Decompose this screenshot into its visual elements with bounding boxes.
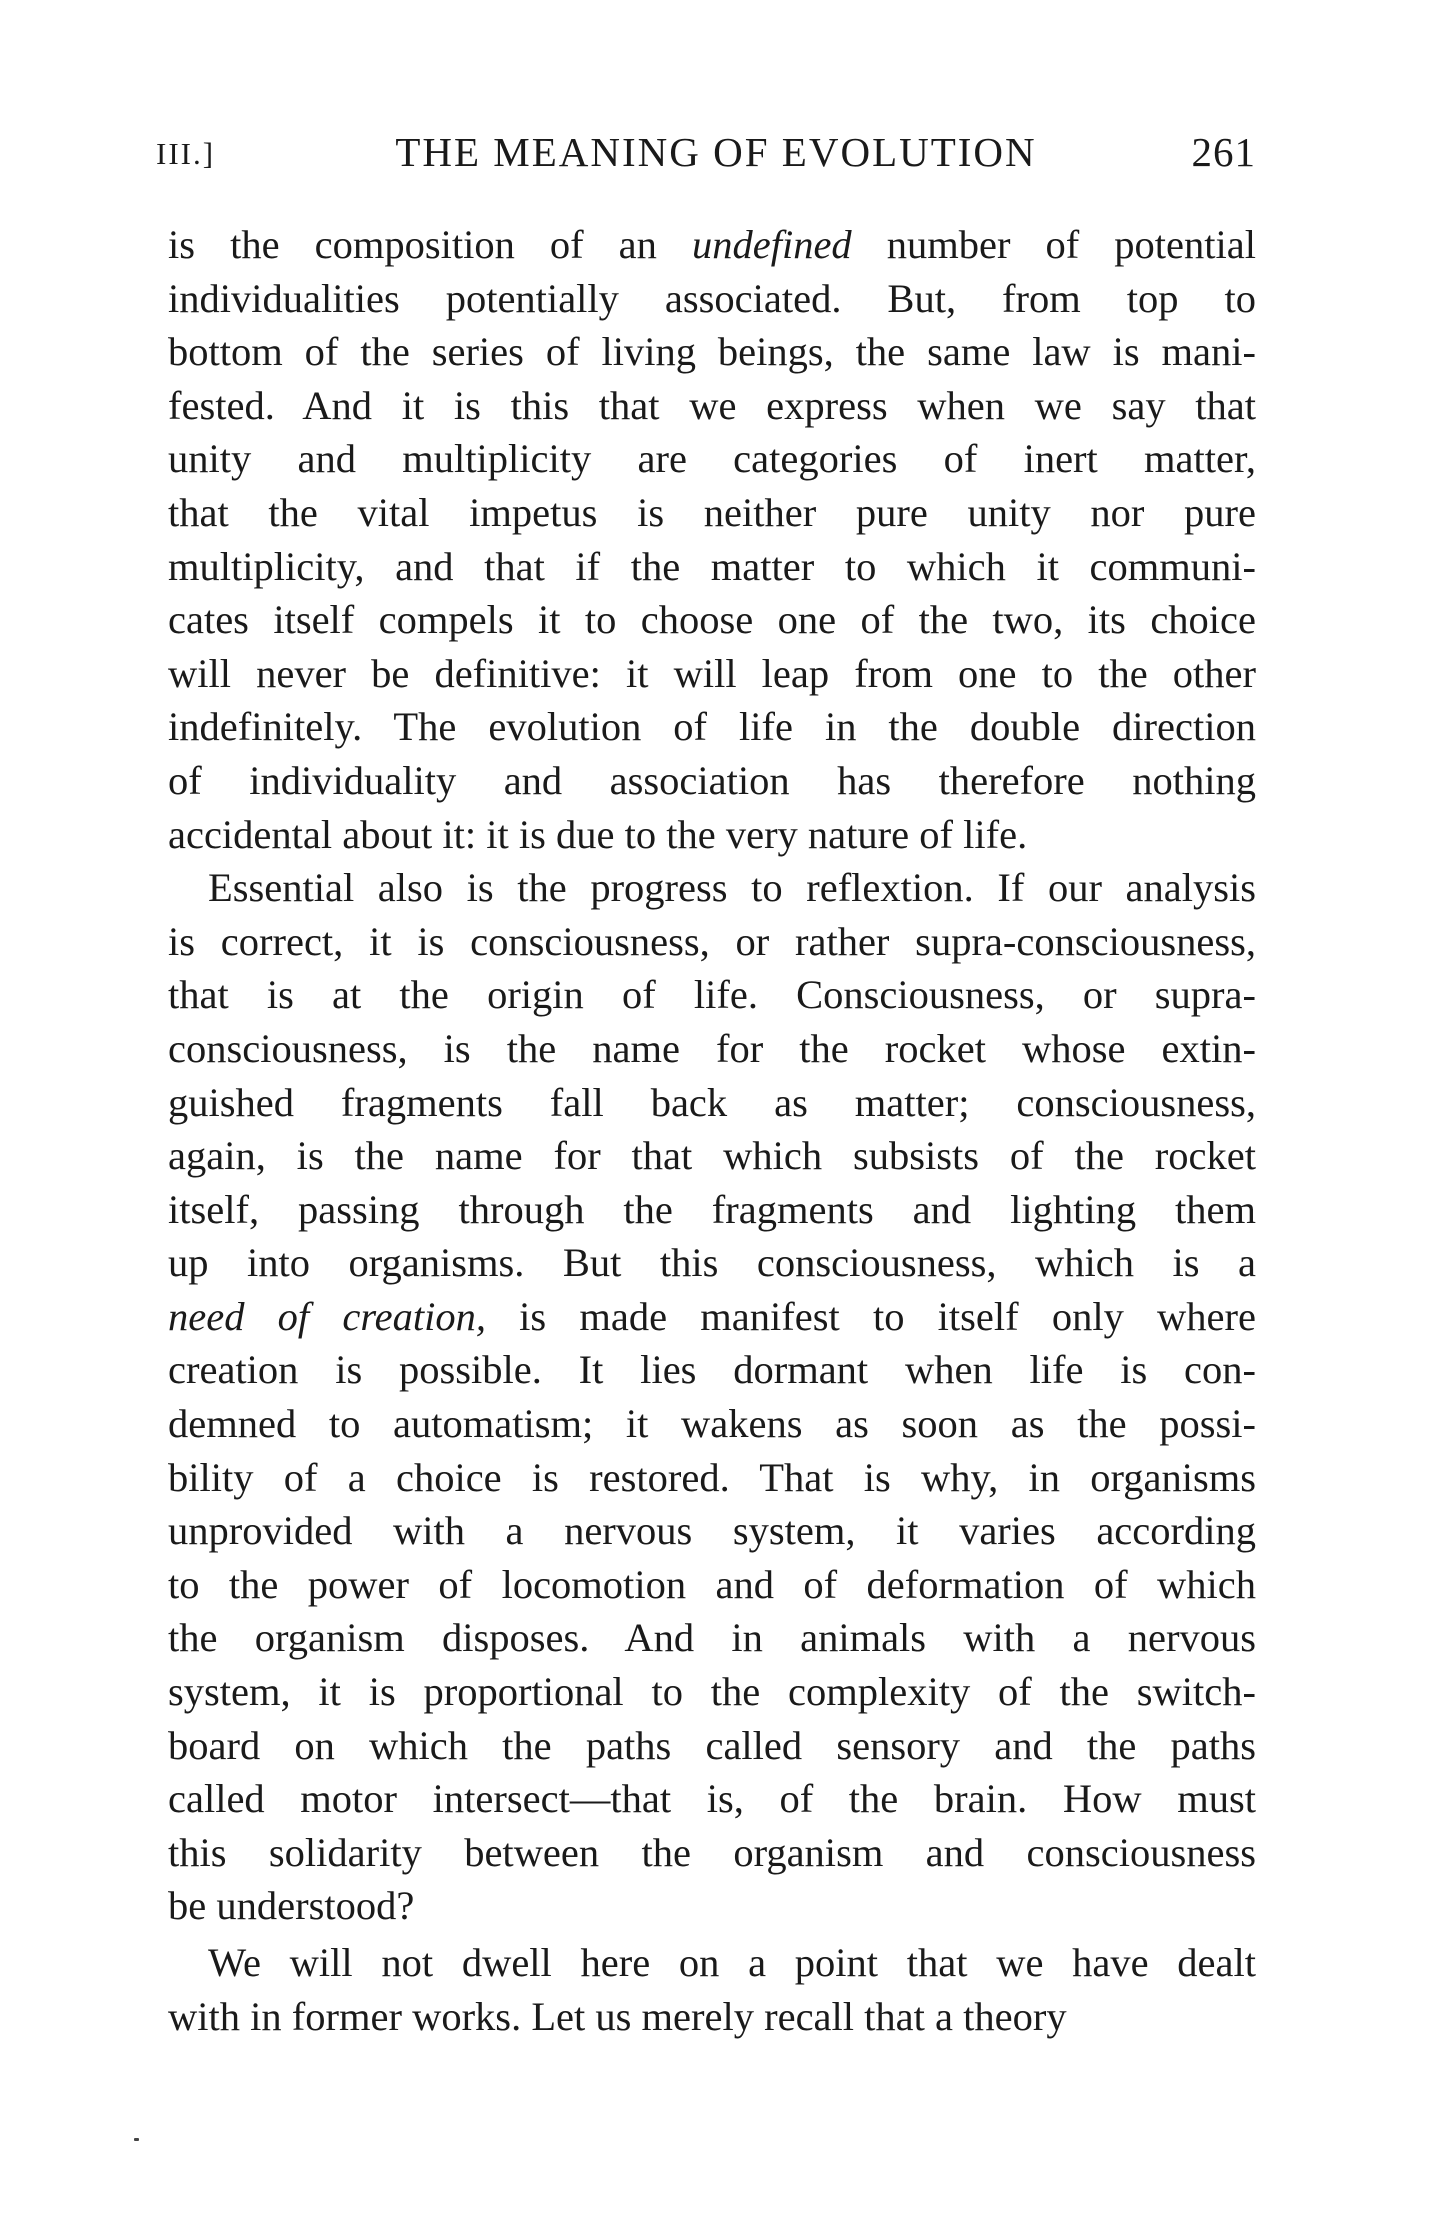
text-run: bottom of the series of living beings, the same law is mani- (168, 329, 1256, 375)
text-run: is correct, it is consciousness, or rather supra-consciousness, (168, 918, 1256, 964)
text-line (168, 754, 1256, 808)
text-line (168, 647, 1256, 701)
text-line (168, 1558, 1256, 1612)
text-run: creation is possible. It lies dormant when life is con- (168, 1347, 1256, 1393)
text-line (168, 1879, 1256, 1933)
text-line (168, 1504, 1256, 1558)
text-run: the organism disposes. And in animals with a nervous (168, 1615, 1256, 1661)
text-line (168, 1397, 1256, 1451)
text-line (168, 861, 1256, 915)
text-line (168, 325, 1256, 379)
body-text (168, 218, 1256, 2043)
text-run: with in former works. Let us merely recall that a theory (168, 1993, 1067, 2039)
print-speck (134, 2138, 139, 2141)
text-run: accidental about it: it is due to the very nature of life. (168, 811, 1028, 857)
text-line (168, 272, 1256, 326)
text-run: will never be definitive: it will leap from one to the other (168, 650, 1256, 696)
text-line (168, 1290, 1256, 1344)
text-line (168, 1343, 1256, 1397)
text-run: unprovided with a nervous system, it varies according (168, 1508, 1256, 1554)
text-run: that the vital impetus is neither pure unity nor pure (168, 489, 1256, 535)
text-run: again, is the name for that which subsists of the rocket (168, 1133, 1256, 1179)
text-run: unity and multiplicity are categories of inert matter, (168, 436, 1256, 482)
text-line (168, 432, 1256, 486)
text-line (168, 1076, 1256, 1130)
text-run: guished fragments fall back as matter; consciousness, (168, 1079, 1256, 1125)
text-run: that is at the origin of life. Consciousness, or supra- (168, 972, 1256, 1018)
text-run: called motor intersect—that is, of the brain. How must (168, 1776, 1256, 1822)
text-run: of individuality and association has therefore nothing (168, 757, 1256, 803)
text-line (168, 700, 1256, 754)
text-line (168, 1022, 1256, 1076)
text-run: board on which the paths called sensory and the paths (168, 1722, 1256, 1768)
text-run: consciousness, is the name for the rocket whose extin- (168, 1025, 1256, 1071)
text-run: indefinitely. The evolution of life in the double direction (168, 704, 1256, 750)
text-run: be understood? (168, 1883, 415, 1929)
text-line (168, 1772, 1256, 1826)
text-line (168, 1665, 1256, 1719)
text-line (168, 1129, 1256, 1183)
text-line (168, 1611, 1256, 1665)
text-line (168, 540, 1256, 594)
text-run: itself, passing through the fragments and lighting them (168, 1186, 1256, 1232)
page-number: 261 (1191, 129, 1256, 175)
text-run: cates itself compels it to choose one of the two, its choice (168, 597, 1256, 643)
running-head (156, 128, 1256, 188)
paragraph (168, 218, 1256, 861)
text-run: up into organisms. But this consciousness, which is a (168, 1240, 1256, 1286)
text-line (168, 915, 1256, 969)
text-line (168, 1183, 1256, 1237)
text-run: is made manifest to itself only where (485, 1293, 1256, 1339)
running-title: THE MEANING OF EVOLUTION (395, 129, 1037, 175)
text-line (168, 593, 1256, 647)
text-run: Essential also is the progress to reflextion. If our analysis (208, 865, 1256, 911)
text-line (168, 1451, 1256, 1505)
text-run: is the composition of an (168, 222, 692, 267)
paragraph (168, 1936, 1256, 2043)
text-run: fested. And it is this that we express when we say that (168, 382, 1256, 428)
text-line (168, 1990, 1256, 2044)
text-run: bility of a choice is restored. That is why, in organisms (168, 1454, 1256, 1500)
paragraph (168, 861, 1256, 1933)
text-run: to the power of locomotion and of deformation of which (168, 1561, 1256, 1607)
text-run: We will not dwell here on a point that we have dealt (208, 1940, 1256, 1985)
text-line (168, 1719, 1256, 1773)
text-line (168, 808, 1256, 862)
text-run: demned to automatism; it wakens as soon as the possi- (168, 1401, 1256, 1447)
text-line (168, 1236, 1256, 1290)
text-run: multiplicity, and that if the matter to which it communi- (168, 543, 1256, 589)
text-run: number of potential (851, 222, 1257, 267)
text-line (168, 486, 1256, 540)
text-line (168, 968, 1256, 1022)
text-line (168, 1936, 1256, 1990)
text-line (168, 379, 1256, 433)
text-run: individualities potentially associated. But, from top to (168, 275, 1256, 321)
italic-text: need of creation, (168, 1293, 486, 1339)
italic-text: undefined (691, 222, 852, 267)
text-run: system, it is proportional to the complexity of the switch- (168, 1669, 1256, 1715)
chapter-section-marker: III.] (156, 136, 216, 171)
text-line (168, 218, 1256, 272)
text-run: this solidarity between the organism and consciousness (168, 1829, 1256, 1875)
text-line (168, 1826, 1256, 1880)
